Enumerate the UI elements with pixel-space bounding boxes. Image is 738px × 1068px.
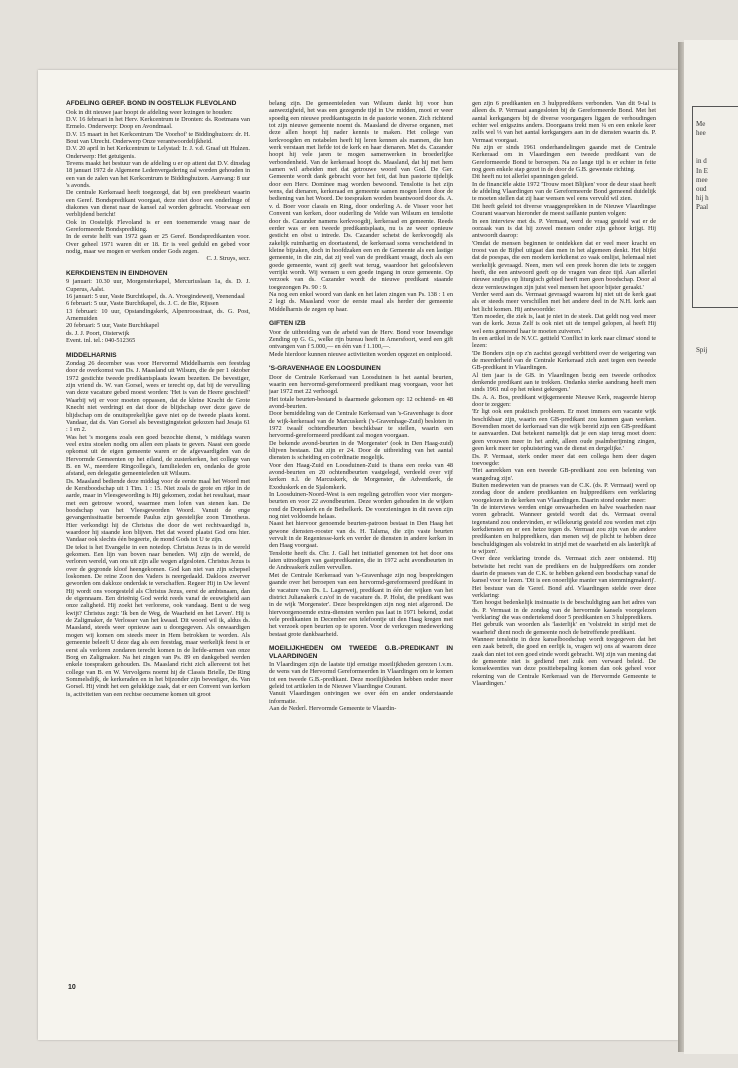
adjacent-page-snippet: In E [696, 167, 708, 175]
section-heading: AFDELING GEREF. BOND IN OOSTELIJK FLEVOLAND [66, 100, 237, 107]
article-paragraph: Het bestuur van de 'Geref. Bond afd. Vlaardingen stelde over deze verklaring: [472, 584, 656, 600]
article-paragraph: 13 februari: 10 uur, Opstandingskerk, Alpenroosstraat, ds. G. Post, Arnemuiden [66, 307, 250, 323]
article-paragraph: Naast het hiervoor genoemde beurten-patroon bestaat in Den Haag het gewone diensten-rooster van ds. H. Talsma, die zijn vaste beurten vervult in de Regentesse-kerk en verder de diensten in andere kerken in den Haag voorgaat. [269, 520, 453, 550]
adjacent-page-snippet: oud [696, 185, 707, 193]
article-paragraph: belang zijn. De gemeenteleden van Wilsum dankt hij voor hun aanwezigheid, het was een gezegende tijd in Uw midden, mooi er weer spoedig een nieuwe predikantsgezin in de pastorie wonen. Zich richtend tot zijn nieuwe gemeente noemt ds. Maasland de diverse organen, met deze allen hoopt hij nader kennis te maken. Het college van kerkvoogden en notabelen heeft hij leren kennen als mannen, die hun werk verstaan met liefde tot de kerk en haar dienaren. Met ds. Cazander hoopt hij vele jaren te mogen samenwerken in broederlijke verbondenheid. Van de kerkeraad hoopt ds. Maasland, dat hij met hem samen wil arbeiden met dat getrouwe woord van God. De Ger. Gemeente wordt dank gebracht voor het feit, dat hun pastorie tijdelijk door een Herv. Dominee mag worden bewoond. Tenslotte is het zijn wens, dat dienaren, kerkeraad en gemeente samen mogen leren door de bediening van het Woord. De toespraken worden beantwoord door ds. A. v. d. Boer voor classis en Ring, door onderling A. de Visser voor het Convent van kerken, door ouderling de Velde van Wilsum en tenslotte door ds. Cazander namens kerkvoogdij, kerkeraad en gemeente. Reeds eerder was er een tweede predikantsplaats, nu is ze weer opnieuw gesticht en obst u intrede. Ds. Cazander schetst de kerkvoogdij als zakelijk ruimhartig en doortastend, de kerkeraad soms verscheidend in kleine bijzaken, doch in hoofdzaken een en de Gemeente als een lastige gemeente, in die zin, dat zij veel van de predikant vraagt, doch als een goede gemeente, want zij geeft wat terug, waardoor het geloofsleven verrijkt wordt. Wij wensen u een goede ingang in onze gemeente. Op verzoek van ds. Cazander wordt de nieuwe predikant staande toegezongen Ps. 90 : 9. [269, 100, 453, 291]
article-paragraph: In de financiële aktie 1972 'Trouw moet Blijken' voor de deur staat heeft de afdeling Vlaardingen van de Gereformeerde Bond gemeend duidelijk te moeten stellen dat zij haar wensen wel eens vervuld wil zien. [472, 180, 656, 203]
article-paragraph: Tevens maakt het bestuur van de afdeling u er op attent dat D.V. dinsdag 18 januari 1972 de Algemene Ledenvergadering zal worden gehouden in een van de zalen van het Kerkcentrum te Biddinghuizen. Aanvang: 8 uur 's avonds. [66, 160, 250, 190]
article-paragraph: Over deze verklaring tronde ds. Vermaat zich zeer ontstemd. Hij betwistte het recht van de predikers en de hulppredikers om zonder daarin de praeses van de C.K. te hebben gekend een boodschap vanaf de kansel voor te lezen. 'Dit is een onoerlijke manier van stemmingmakerij'. [472, 555, 656, 585]
article-paragraph: Zondag 26 december was voor Hervormd Middelharnis een feestdag door de overkomst van Ds. J. Maasland uit Wilsum, die de per 1 oktober 1972 gestichte tweede predikantsplaats kwam bezetten. De bevestiger, zijn vriend ds. W. van Gorsel, wees er terecht op, dat bij de vervulling van deze vacature gebed moest worden: 'Het is van de Heere geschied!' Waarbij wij er voor moeten oppassen, dat de kleine Kracht de Grote Knecht niet verdringt en dat door de blijdschap over deze gave de blijdschap om de onuitsprekelijke gave niet op de tweede plaats komt. Vandaar, dat ds. Van Gorsel als bevestigingstekst gekozen had Jesaja 61 : 1 en 2. [66, 360, 250, 434]
section-heading: GIFTEN IZB [269, 319, 306, 327]
section-heading: 'S-GRAVENHAGE EN LOOSDUINEN [269, 364, 381, 372]
article-paragraph: Verder werd aan ds. Vermaat gevraagd waarom hij niet uit de kerk gaat als er steeds meer verschillen met het andere deel in de N.H. kerk aan het licht komen. Hij antwoordde: [472, 290, 656, 313]
article-paragraph: 6 februari: 5 uur, Vaste Burchtkapel, ds. J. C. de Bie, Rijssen [66, 300, 219, 308]
adjacent-page-snippet: hee [696, 129, 706, 137]
article-paragraph: 9 januari: 10.30 uur, Morgensterkapel, Mercuriuslaan 1a, ds. D. J. Cuperus, Aalst. [66, 278, 250, 293]
article-paragraph: 20 februari: 5 uur, Vaste Burchtkapel [66, 322, 160, 330]
article-paragraph: ds. J. J. Poort, Oisterwijk [66, 329, 130, 337]
newspaper-page [38, 70, 678, 1040]
page-number: 10 [68, 984, 76, 991]
article-paragraph: Dit heeft nu tot allerlei spanningen geleid. [472, 173, 579, 181]
article-paragraph: Vanuit Vlaardingen ontvingen we over één en ander onderstaande informatie. [269, 690, 453, 705]
article-paragraph: Na nog een enkel woord van dank en het laten zingen van Ps. 138 : 1 en 2 legt ds. Maasland voor de eerste maal als herder der gemeente Middelharnis de zegen op haar. [269, 290, 453, 313]
article-paragraph: In een interview met ds. P. Vermaat, werd de vraag gesteld wat er de oorzaak van is dat hij zoveel mensen onder zijn gehoor krijgt. Hij antwoordt daarop: [472, 217, 656, 240]
article-paragraph: Mede hierdoor kunnen nieuwe activiteiten worden opgezet en ontplooid. [269, 350, 453, 358]
column-3 [472, 100, 656, 1030]
article-paragraph: 'Een moeder, die ziek is, laat je niet in de steek. Dat geldt nog veel meer van de kerk. Jezus Zelf is ook niet uit de tempel gelopen, al heeft Hij wel eens gemeend haar te moeten zuiveren.' [472, 312, 656, 335]
adjacent-page-snippet: mee [696, 176, 708, 184]
section-heading: MOEILIJKHEDEN OM TWEEDE G.B.-PREDIKANT IN VLAARDINGEN [269, 644, 453, 660]
article-paragraph: gen zijn 6 predikanten en 3 hulppredikers verbonden. Van dit 9-tal is alleen ds. P. Vermaat aangesloten bij de Gereformeerde Bond. Met het aantal kerkgangers bij de diverse voorgangers liggen de verhoudingen echter wel enigszins anders. Doorgaans trekt men ¼ en een enkele keer zelfs wel ⅓ van het aantal kerkgangers aan in de diensten waarin ds. P. Vermaat voorgaat. [472, 100, 656, 144]
article-paragraph: 16 januari: 5 uur, Vaste Burchtkapel, ds. A. Vroegindeweij, Veenendaal [66, 293, 245, 301]
article-paragraph: In een artikel in de N.V.C. getiteld 'Conflict in kerk naar climax' stond te lezen: [472, 335, 656, 350]
article-paragraph: Tenslotte heeft ds. Chr. J. Gall het initiatief genomen tot het door ons laten uitnodigen van gastpredikanten, die in 1972 acht avondbeurten in de Andreaskerk zullen vervullen. [269, 549, 453, 572]
article-paragraph: 'Het aanrekken van een tweede GB-predikant zou een belening van wangedrag zijn'. [472, 467, 656, 482]
article-paragraph: Nu zijn er sinds 1961 onderhandelingen gaande met de Centrale Kerkeraad om in Vlaardingen een tweede predikant van de Gereformeerde Bond te beroepen. Na zo lange tijd is er echter in feite nog geen enkele stap gezet in de door de G.B. gewenste richting. [472, 144, 656, 174]
article-paragraph: 'De Bonders zijn op z'n zachtst gezegd verbitterd over de weigering van de meerderheid van de Centrale Kerkeraad zich azet tegen een tweede GB-predikant in Vlaardingen. [472, 349, 656, 372]
article-paragraph: D.V. 20 april in het Kerkcentrum te Lelystad: Ir. J. v.d. Graaf uit Hulzen. Onderwerp: Het getuigenis. [66, 145, 250, 160]
article-paragraph: Ook in Oostelijk Flevoland is er een toenemende vraag naar de Gereformeerde Bondsprediking. [66, 218, 250, 234]
article-paragraph: In Vlaardingen zijn de laatste tijd ernstige moeilijkheden gerezen i.v.m. de wens van de Hervormd Gereformeerden in Vlaardingen om te komen tot een tweede G.B.-predikant. Deze moeilijkheden hebben onder meer geleid tot artikelen in de Nieuwe Vlaardingse Courant. [269, 661, 453, 691]
article-paragraph: Door de Centrale Kerkeraad van Loosduinen is het aantal beurten, waarin een hervormd-gereformeerd predikant mag voorgaan, voor het jaar 1972 met 22 verhoogd. [269, 373, 453, 396]
article-paragraph: 'Een hoogst bedenkelijk insinuatie is de beschuldiging aan het adres van ds. P. Vermaat in de zondag van de hervormde kansels voorgelezen 'verklaring' die was ondertekend door 5 predikanten en 3 hulppredikers. [472, 599, 656, 622]
adjacent-page-snippet: Me [696, 120, 706, 128]
article-paragraph: Ds. Maasland bediende deze middag voor de eerste maal het Woord met de Kerstboodschap uit 1 Tim. 1 : 15. Niet zoals de grote en rijke in de aarde, maar in Vleesgewording is Hij gekomen, zodat het resultaat, maar met een getrouw woord, waarmee men lofen van stenen kan. De boodschap van het Vleesgeworden Woord. Vanuit de enge gevangenissituatie beroemde Paulus zijn geestelijke zoon Timotheus. Hier verkondigt hij de Christus die door de wet rechtvaardigd is, waardoor hij staande kon blijven. Het dat woord plaatst God ons hier. Vandaar ook slechts één begeerte, de mond Gods tot U te zijn. [66, 477, 250, 544]
adjacent-page-snippet: hij h [696, 194, 709, 202]
signature-line: C. J. Struys, secr. [206, 255, 250, 263]
column-1 [66, 100, 250, 980]
article-paragraph: De bekende avond-beurten in de 'Morgenster' (ook in Den Haag-zuid) blijven bestaan. Dat zijn er 24. Door de uitbreiding van het aantal diensten is scheiding en coördinatie mogelijk. [269, 439, 453, 462]
article-paragraph: Met de Centrale Kerkeraad van 's-Gravenhage zijn nog besprekingen gaande over het beroepen van een hervormd-gereformeerd predikant in de vacature van Ds. L. Lagerweij, predikant in één der wijken van het district Julianakerk c.n/of in de vacature ds. P. Holst, die predikant was in de wijk 'Morgenster'. Deze besprekingen zijn nog niet afgerond. De hiervoorgenoemde extra-diensten werden pas laat in 1971 bekend, zodat vele predikanten in December een telefoontje uit den Haag kregen met het verzoek open beurten op te sporen. Voor de verkregen medewerking bestaat grote dankbaarheid. [269, 571, 453, 638]
article-paragraph: Was het 's morgens zoals een goed bezochte dienst, 's middags waren veel extra stoelen nodig om allen een plaats te geven. Naast een goede opkomst uit de eigen gemeente waren er de afgevaardigden van de Hervormde Gemeenten op het eiland, de zusterkerken, het college van B. en W., meerdere Ringcollega's, familieleden en, ondanks de grote afstand, een delegatie gemeenteleden uit Wilsum. [66, 433, 250, 478]
article-paragraph: Voor den Haag-Zuid en Loosduinen-Zuid is thans een reeks van 48 avond-beurten en 20 ochtendbeurten vastgelegd, verdeeld over vijf kerken n.l. de Marcuskerk, de Morgenster, de Adventkerk, de Exoduskerk en de Sjalomkerk. [269, 461, 453, 491]
article-paragraph: 'In de interviews werden enige onwaarheden en halve waarheden naar voren gebracht. Wanneer gesteld wordt dat ds. Vermaat overal tegenstand zou ondervinden, er willekeurig gesteld zou worden met zijn kerkdiensten en er een hetze tegen ds. Vermaat zou zijn van de andere predikanten en hulppredikers, dan menen wij de plicht te hebben deze beschuldigingen als volstrekt in strijd met de waarheid en als lasterlijk af te wijzen'. [472, 503, 656, 555]
section-heading: KERKDIENSTEN IN EINDHOVEN [66, 269, 168, 277]
article-paragraph: D.V. 16 februari in het Herv. Kerkcentrum te Dronten: ds. Roetmans van Ermelo. Onderwerp: Doop en Avondmaal. [66, 115, 250, 131]
article-paragraph: 'Er ligt ook een praktisch probleem. Er moet immers een vacante wijk beschikbaar zijn, waarin een GB-predikant zou kunnen gaan werken. Bovendien moet de kerkeraad van die wijk bereid zijn een GB-predikant te aanvaarden. Dat betekent namelijk dat je een stap terug moet doen: geen vrouwen meer in het ambt, alleen oude psalmberijming zingen, geen kerk meer ter ophuistering van de dienst en dergelijke.' [472, 408, 656, 453]
article-paragraph: Ds. P. Vermaat, sterk onder meer dat een collega hem deer dagen toevoegde: [472, 452, 656, 467]
article-paragraph: In Loosduinen-Noord-West is een regeling getroffen voor vier morgen-beurten en voor 22 avondbeurten. Deze worden gehouden in de wijken rond de Dorpskerk en de Bethelkerk. De voorzieningen in dit raven zijn nog niet voldoende helaas. [269, 491, 453, 521]
adjacent-page-snippet: Paal [696, 203, 709, 211]
adjacent-page-snippet: Spij [696, 346, 708, 354]
article-paragraph: Buiten medeweten van de praeses van de C.K. (ds. P. Vermaat) werd op zondag door de andere predikanten en hulppredikers een verklaring voorgelezen in de kerken van Vlaardingen. Daarin stond onder meer: [472, 481, 656, 504]
article-paragraph: De tekst is het Evangelie in een notedop. Christus Jezus is in de wereld gekomen. Een lijn van boven naar beneden. Wij zijn de wereld, de verloren wereld, van ons uit zijn alle wegen afgesloten. Christus Jezus is over de gegronde kloof heengekomen. God kan niet van zijn schepsel loskomen. De reine Zoon des Vaders is neergedaald. Dakloos zwerver geworden om dakloze onderdak te verschaffen. Regeer Hij in Uw leven! Hij wordt ons voorgesteld als Christus Jezus, eerst de ambtsnaam, dan de eigennaam. Een drieënig God werkt reeds vanaf de eeuwigheid aan onze zaligheid. Hij zoekt het verlorene, ook vandaag. Bent u de weg kwijt? Christus zegt: 'Ik ben de Weg, de Waarheid en het Leven'. Hij is de Zaligmaker, de Verlosser van het kwaad. Dit woord wil ik, aldus ds. Maasland, steeds weer opnieuw aan u doorgegeven. Als onwaardigen mogen wij komen om steeds meer in Hem betrokken te worden. Als gemeente beleeft U deze dag als een feestdag, maar werkelijk feest is er eerst als verloren zondaren terecht komen in de liefde-armen van onze Borg en Zaligmaker. Na het zingen van Ps. 89 en dankgebed werden enkele toespraken gehouden. Ds. Maasland richt zich allereerst tot het college van B. en W. Vervolgens noemt hij de Classis Brielle, De Ring Sommelsdijk, de kerkeraden en in het bijzonder zijn bevestiger, ds. Van Gorsel. Hij vindt het een gelukkige zaak, dat er een Convent van kerken is, activiteiten van een rechtse oecumene komen uit groot [66, 543, 250, 698]
article-paragraph: Dit heeft geleid tot diverse vraaggesprekken in de Nieuwe Vlaardingse Courant waarvan hieronder de meest saillante punten volgen: [472, 202, 656, 218]
adjacent-page-edge [684, 40, 738, 1054]
article-paragraph: Al tien jaar is de GB. in Vlaardingen bezig een tweede orthodox denkende predikant aan te trekken. Ondanks sterke aandrang heeft men sinds 1961 nul op het rekest gekregen.' [472, 371, 656, 394]
adjacent-page-snippet: in d [696, 157, 707, 165]
article-paragraph: Ook in dit nieuwe jaar hoopt de afdeling weer lezingen te houden: [66, 108, 233, 116]
article-paragraph: D.V. 15 maart in het Kerkcentrum 'De Voorhof' te Biddinghuizen: dr. H. Bout van Utrecht. Onderwerp Onze verantwoordelijkheid. [66, 130, 250, 145]
article-paragraph: In de eerste helft van 1972 gaan er 25 Geref. Bondspredikanten voor. Over geheel 1971 waren dit er 18. Er is veel geduld en gebed voor nodig, maar we mogen er werken onder Gods zegen. [66, 233, 250, 256]
article-paragraph: Het totale beurten-bestand is daarmede gekomen op: 12 ochtend- en 48 avond-beurten. [269, 395, 453, 410]
article-paragraph: Wanneer tenslotte in deze kanselboodschap wordt toegegeven dat het een zaak betreft, die goed en eerlijk is, vragen wij ons af waarom deze zaak dan niet tot een goed einde wordt gebracht. Wij zijn van mening dat de gemeente niet is gediend met zulk een verward beleid. De konsekwenties van deze positiebepaling komen dan ook geheel voor rekening van de Centrale Kerkeraad van de Hervormde Gemeente te Vlaardingen.' [472, 636, 656, 688]
article-paragraph: Ds. A. A. Bos, predikant wijkgemeente Nieuwe Kerk, reageerde hierop door te zeggen: [472, 393, 656, 409]
column-2 [269, 100, 453, 1030]
article-paragraph: Door bemiddeling van de Centrale Kerkeraad van 's-Gravenhage is door de wijk-kerkeraad van de Marcuskerk ('s-Gravenhage-Zuid) besloten in 1972 twaalf ochtendbeurten beschikbaar te stellen, waarin een hervormd-gereformeerd predikant zal mogen voorgaan. [269, 410, 453, 440]
article-paragraph: 'Omdat de mensen beginnen te ontdekken dat er veel meer kracht en troost van de Bijbel uitgaat dan men in het algemeen denkt. Het blijkt dat de poespas, die een modern kerkdienst zo vaak omlijst, helemaal niet werkelijk gevraagd. Neen, men wil een preek horen die iets te zeggen heeft, die een antwoord geeft op de vragen van deze tijd. Aan allerlei nieuwe snufjes op liturgisch gebied heeft men geen boodschap. Door al deze vernieuwingen zijn juist veel mensen het spoor bijster geraakt.' [472, 239, 656, 291]
article-paragraph: Event. inl. tel.: 040-512365 [66, 337, 136, 345]
section-heading: MIDDELHARNIS [66, 351, 117, 359]
article-paragraph: De centrale Kerkeraad heeft toegezegd, dat bij een preekbeurt waarin een Geref. Bondspredikant voorgaat, deze niet door een onderlinge of diakones van dienst naar de kansel zal worden gebracht. Voorwaar een verblijdend bericht! [66, 189, 250, 219]
article-paragraph: Voor de uitbreiding van de arbeid van de Herv. Bond voor Inwendige Zending op G. G., welke rijn bureau heeft in Amersfoort, werd een gift ontvangen van f 5.000,— en één van f 1.100,—. [269, 328, 453, 351]
article-paragraph: Aan de Nederl. Hervormde Gemeente te Vlaardin- [269, 705, 397, 713]
article-paragraph: Het gebruik van woorden als 'lasterlijk' en 'volstrekt in strijd met de waarheid' dient noch de gemeente noch de betreffende predikant. [472, 621, 656, 636]
